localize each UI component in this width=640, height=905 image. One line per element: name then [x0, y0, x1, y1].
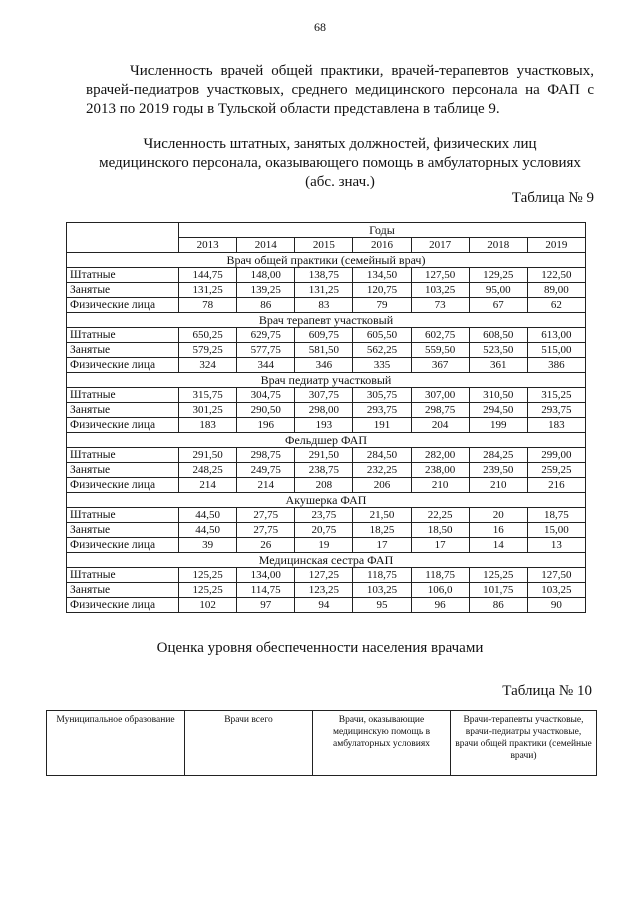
value-cell: 216	[527, 478, 585, 493]
table-row	[67, 523, 586, 538]
value-cell: 206	[353, 478, 411, 493]
value-cell: 125,25	[469, 568, 527, 583]
year-header-cell: 2017	[411, 238, 469, 253]
row-label: Физические лица	[67, 358, 179, 373]
value-cell: 199	[469, 418, 527, 433]
value-cell: 579,25	[179, 343, 237, 358]
value-cell: 73	[411, 298, 469, 313]
value-cell: 608,50	[469, 328, 527, 343]
value-cell: 248,25	[179, 463, 237, 478]
table10-col-district-doctors: Врачи-терапевты участковые, врачи-педиатры участковые, врачи общей практики (семейные врачи)	[451, 711, 597, 776]
value-cell: 307,75	[295, 388, 353, 403]
value-cell: 361	[469, 358, 527, 373]
value-cell: 609,75	[295, 328, 353, 343]
table-row	[67, 478, 586, 493]
value-cell: 139,25	[237, 283, 295, 298]
value-cell: 515,00	[527, 343, 585, 358]
table10-col-municipality: Муниципальное образование	[47, 711, 185, 776]
value-cell: 95,00	[469, 283, 527, 298]
value-cell: 103,25	[353, 583, 411, 598]
row-label: Штатные	[67, 328, 179, 343]
table-row	[67, 328, 586, 343]
value-cell: 102	[179, 598, 237, 613]
value-cell: 18,50	[411, 523, 469, 538]
years-header: Годы	[179, 223, 586, 238]
value-cell: 577,75	[237, 343, 295, 358]
value-cell: 144,75	[179, 268, 237, 283]
table9-title-line: Численность штатных, занятых должностей, физических лиц	[143, 136, 537, 152]
value-cell: 204	[411, 418, 469, 433]
value-cell: 44,50	[179, 523, 237, 538]
table-row	[67, 298, 586, 313]
value-cell: 125,25	[179, 583, 237, 598]
table-row	[67, 358, 586, 373]
table-row	[67, 448, 586, 463]
table9-header-row	[67, 223, 586, 238]
value-cell: 114,75	[237, 583, 295, 598]
value-cell: 138,75	[295, 268, 353, 283]
row-label: Физические лица	[67, 598, 179, 613]
table-row	[67, 598, 586, 613]
value-cell: 127,50	[411, 268, 469, 283]
value-cell: 86	[237, 298, 295, 313]
row-label: Занятые	[67, 463, 179, 478]
table10-col-doctors-total: Врачи всего	[185, 711, 313, 776]
table-row	[67, 508, 586, 523]
section-row	[67, 253, 586, 268]
value-cell: 67	[469, 298, 527, 313]
value-cell: 27,75	[237, 523, 295, 538]
value-cell: 131,25	[295, 283, 353, 298]
row-label: Физические лица	[67, 298, 179, 313]
row-label: Штатные	[67, 268, 179, 283]
value-cell: 298,75	[411, 403, 469, 418]
value-cell: 118,75	[411, 568, 469, 583]
value-cell: 18,75	[527, 508, 585, 523]
row-label: Штатные	[67, 508, 179, 523]
value-cell: 131,25	[179, 283, 237, 298]
table9-title	[80, 135, 600, 192]
section-title: Врач общей практики (семейный врач)	[67, 253, 586, 268]
value-cell: 122,50	[527, 268, 585, 283]
table9-label: Таблица № 9	[511, 190, 594, 206]
value-cell: 23,75	[295, 508, 353, 523]
value-cell: 290,50	[237, 403, 295, 418]
value-cell: 118,75	[353, 568, 411, 583]
table-row	[67, 283, 586, 298]
value-cell: 629,75	[237, 328, 295, 343]
row-label: Физические лица	[67, 538, 179, 553]
table10	[46, 710, 597, 776]
value-cell: 291,50	[295, 448, 353, 463]
table-row	[67, 568, 586, 583]
value-cell: 310,50	[469, 388, 527, 403]
table9-title-line: медицинского персонала, оказывающего помощь в амбулаторных условиях	[99, 155, 581, 171]
value-cell: 294,50	[469, 403, 527, 418]
value-cell: 27,75	[237, 508, 295, 523]
value-cell: 20	[469, 508, 527, 523]
table-row	[67, 403, 586, 418]
row-label: Занятые	[67, 523, 179, 538]
value-cell: 304,75	[237, 388, 295, 403]
value-cell: 305,75	[353, 388, 411, 403]
section-row	[67, 493, 586, 508]
section-title: Медицинская сестра ФАП	[67, 553, 586, 568]
value-cell: 96	[411, 598, 469, 613]
row-label: Штатные	[67, 568, 179, 583]
row-label: Занятые	[67, 343, 179, 358]
page-number: 68	[314, 20, 326, 34]
value-cell: 26	[237, 538, 295, 553]
value-cell: 193	[295, 418, 353, 433]
table-row	[67, 538, 586, 553]
table10-title: Оценка уровня обеспеченности населения врачами	[156, 640, 484, 656]
table9-corner-cell	[67, 223, 179, 253]
row-label: Штатные	[67, 388, 179, 403]
value-cell: 19	[295, 538, 353, 553]
value-cell: 307,00	[411, 388, 469, 403]
value-cell: 14	[469, 538, 527, 553]
row-label: Физические лица	[67, 418, 179, 433]
value-cell: 191	[353, 418, 411, 433]
intro-paragraph: Численность врачей общей практики, врачей-терапевтов участковых, врачей-педиатров участковых, среднего медицинского персонала на ФАП с 2013 по 2019 годы в Тульской области представлена в таблице 9.	[86, 63, 594, 117]
value-cell: 18,25	[353, 523, 411, 538]
value-cell: 208	[295, 478, 353, 493]
value-cell: 22,25	[411, 508, 469, 523]
row-label: Занятые	[67, 283, 179, 298]
value-cell: 39	[179, 538, 237, 553]
value-cell: 238,00	[411, 463, 469, 478]
value-cell: 282,00	[411, 448, 469, 463]
row-label: Занятые	[67, 583, 179, 598]
value-cell: 86	[469, 598, 527, 613]
table10-col-outpatient-doctors: Врачи, оказывающие медицинскую помощь в амбулаторных условиях	[313, 711, 451, 776]
section-title: Акушерка ФАП	[67, 493, 586, 508]
value-cell: 613,00	[527, 328, 585, 343]
year-header-cell: 2016	[353, 238, 411, 253]
value-cell: 125,25	[179, 568, 237, 583]
table-row	[67, 388, 586, 403]
value-cell: 129,25	[469, 268, 527, 283]
year-header-cell: 2014	[237, 238, 295, 253]
value-cell: 581,50	[295, 343, 353, 358]
year-header-cell: 2019	[527, 238, 585, 253]
value-cell: 134,50	[353, 268, 411, 283]
value-cell: 127,50	[527, 568, 585, 583]
value-cell: 196	[237, 418, 295, 433]
value-cell: 249,75	[237, 463, 295, 478]
value-cell: 123,25	[295, 583, 353, 598]
table10-label: Таблица № 10	[502, 683, 592, 699]
table-row	[67, 418, 586, 433]
table-row	[67, 463, 586, 478]
year-header-cell: 2015	[295, 238, 353, 253]
value-cell: 17	[353, 538, 411, 553]
value-cell: 148,00	[237, 268, 295, 283]
section-row	[67, 373, 586, 388]
value-cell: 346	[295, 358, 353, 373]
table10-header-row	[47, 711, 597, 776]
value-cell: 183	[527, 418, 585, 433]
value-cell: 17	[411, 538, 469, 553]
value-cell: 559,50	[411, 343, 469, 358]
value-cell: 291,50	[179, 448, 237, 463]
value-cell: 386	[527, 358, 585, 373]
value-cell: 78	[179, 298, 237, 313]
value-cell: 103,25	[411, 283, 469, 298]
value-cell: 299,00	[527, 448, 585, 463]
value-cell: 293,75	[527, 403, 585, 418]
year-header-cell: 2018	[469, 238, 527, 253]
row-label: Физические лица	[67, 478, 179, 493]
section-title: Врач педиатр участковый	[67, 373, 586, 388]
value-cell: 298,00	[295, 403, 353, 418]
value-cell: 95	[353, 598, 411, 613]
value-cell: 315,25	[527, 388, 585, 403]
value-cell: 210	[411, 478, 469, 493]
value-cell: 44,50	[179, 508, 237, 523]
value-cell: 94	[295, 598, 353, 613]
row-label: Занятые	[67, 403, 179, 418]
value-cell: 335	[353, 358, 411, 373]
value-cell: 301,25	[179, 403, 237, 418]
value-cell: 16	[469, 523, 527, 538]
value-cell: 367	[411, 358, 469, 373]
value-cell: 315,75	[179, 388, 237, 403]
value-cell: 20,75	[295, 523, 353, 538]
section-row	[67, 433, 586, 448]
table9-body	[67, 223, 586, 613]
value-cell: 210	[469, 478, 527, 493]
value-cell: 298,75	[237, 448, 295, 463]
value-cell: 650,25	[179, 328, 237, 343]
section-title: Фельдшер ФАП	[67, 433, 586, 448]
value-cell: 523,50	[469, 343, 527, 358]
value-cell: 232,25	[353, 463, 411, 478]
value-cell: 106,0	[411, 583, 469, 598]
table9-title-line: (абс. знач.)	[305, 174, 375, 190]
value-cell: 83	[295, 298, 353, 313]
value-cell: 239,50	[469, 463, 527, 478]
value-cell: 134,00	[237, 568, 295, 583]
value-cell: 62	[527, 298, 585, 313]
table-row	[67, 583, 586, 598]
value-cell: 90	[527, 598, 585, 613]
value-cell: 259,25	[527, 463, 585, 478]
value-cell: 284,50	[353, 448, 411, 463]
section-title: Врач терапевт участковый	[67, 313, 586, 328]
value-cell: 344	[237, 358, 295, 373]
value-cell: 602,75	[411, 328, 469, 343]
value-cell: 103,25	[527, 583, 585, 598]
value-cell: 284,25	[469, 448, 527, 463]
value-cell: 293,75	[353, 403, 411, 418]
value-cell: 238,75	[295, 463, 353, 478]
value-cell: 324	[179, 358, 237, 373]
value-cell: 97	[237, 598, 295, 613]
section-row	[67, 553, 586, 568]
section-row	[67, 313, 586, 328]
value-cell: 15,00	[527, 523, 585, 538]
year-header-cell: 2013	[179, 238, 237, 253]
value-cell: 214	[237, 478, 295, 493]
table9	[66, 222, 586, 613]
value-cell: 127,25	[295, 568, 353, 583]
table-row	[67, 343, 586, 358]
value-cell: 562,25	[353, 343, 411, 358]
value-cell: 214	[179, 478, 237, 493]
value-cell: 79	[353, 298, 411, 313]
value-cell: 101,75	[469, 583, 527, 598]
value-cell: 13	[527, 538, 585, 553]
value-cell: 120,75	[353, 283, 411, 298]
value-cell: 183	[179, 418, 237, 433]
value-cell: 21,50	[353, 508, 411, 523]
value-cell: 89,00	[527, 283, 585, 298]
row-label: Штатные	[67, 448, 179, 463]
table-row	[67, 268, 586, 283]
value-cell: 605,50	[353, 328, 411, 343]
